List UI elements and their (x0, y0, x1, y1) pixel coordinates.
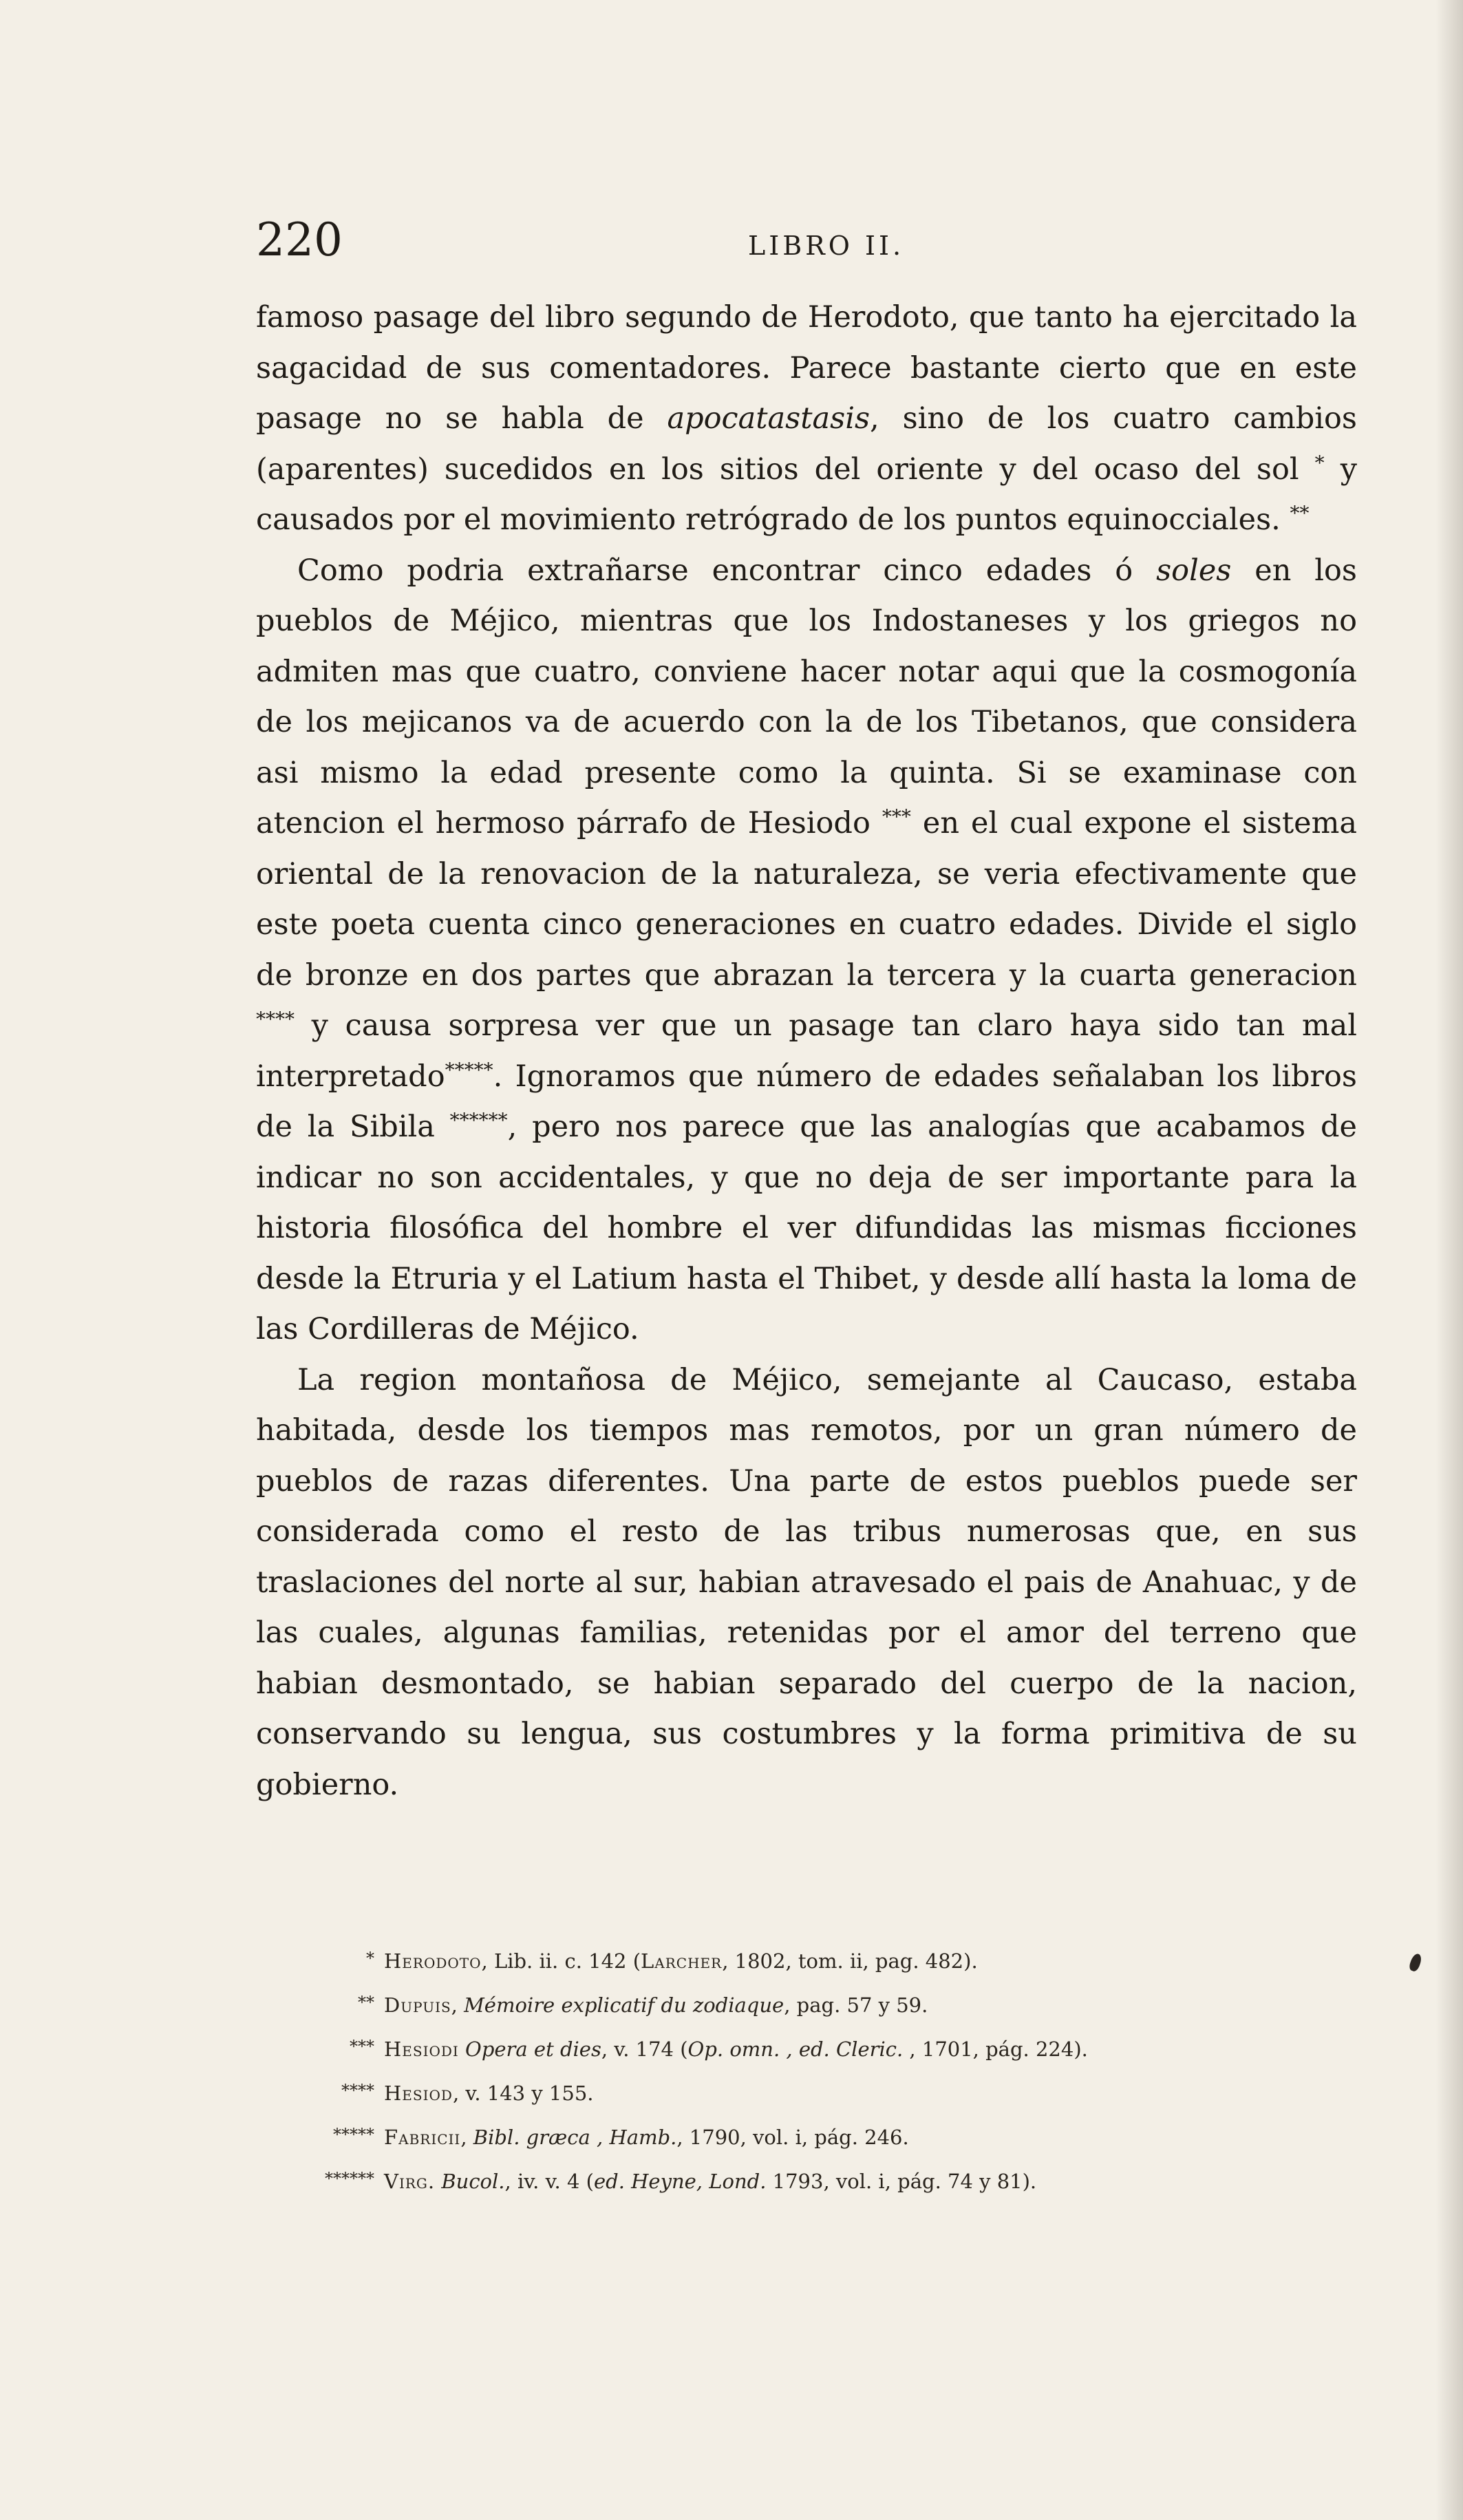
page-number: 220 (256, 213, 343, 266)
footnote-text: , 1802, tom. ii, pag. 482). (722, 1949, 978, 1973)
footnote-title: Opera et dies (458, 2037, 601, 2061)
text-run: en el cual expone el sistema oriental de la renovacion de la naturaleza, se veria efectivamente que este poeta cuenta cinco generaciones en cuatro edades. Divide el siglo de bronze en dos partes que abrazan la tercera y la cuarta generacion (256, 806, 1357, 993)
text-run: y causados por el movimiento retrógrado de los puntos equinocciales. (256, 452, 1357, 537)
text-run: famoso pasage del libro segundo de Herodoto, que tanto ha ejercitado la sagacidad de sus comentadores. Parece bastante cierto que en este pasage no se habla de (256, 300, 1357, 436)
footnote-ref: ****** (449, 1109, 508, 1132)
ink-speck (1408, 1952, 1423, 1972)
italic-term: apocatastasis (667, 401, 871, 436)
footnotes (321, 1938, 1367, 2202)
text-run: , sino de los cuatro cambios (aparentes) sucedidos en los sitios del oriente y del ocaso del sol (256, 401, 1357, 487)
footnote-text: , 1701, pág. 224). (903, 2037, 1088, 2061)
footnote-ref: **** (256, 1008, 295, 1030)
footnote-mark: **** (341, 2081, 374, 2100)
footnote-title: ed. Heyne, Lond. (593, 2170, 767, 2193)
footnote-title: Bucol. (435, 2170, 505, 2193)
footnote-author: Dupuis (384, 1993, 451, 2017)
footnote-author: Herodoto (384, 1949, 482, 1973)
footnote-5 (321, 2114, 1367, 2158)
footnote-title: Mémoire explicatif du zodiaque (464, 1993, 784, 2017)
footnote-ref: ***** (445, 1058, 493, 1081)
footnote-mark: ***** (333, 2125, 374, 2144)
footnote-mark: * (366, 1949, 374, 1968)
page-edge-shadow (1435, 0, 1463, 2520)
footnote-text: , Lib. ii. c. 142 ( (481, 1949, 641, 1973)
footnote-2 (321, 1982, 1367, 2026)
footnote-6 (321, 2158, 1367, 2202)
footnote-author: Fabricii (384, 2126, 461, 2149)
footnote-text: , 1790, vol. i, pág. 246. (676, 2126, 909, 2149)
paragraph-3: La region montañosa de Méjico, semejante al Caucaso, estaba habitada, desde los tiempos mas remotos, por un gran número de pueblos de razas diferentes. Una parte de estos pueblos puede ser considerada como el resto de las tribus numerosas que, en sus traslaciones del norte al sur, habian atravesado el pais de Anahuac, y de las cuales, algunas familias, retenidas por el amor del terreno que habian desmontado, se habian separado del cuerpo de la nacion, conservando su lengua, sus costumbres y la forma primitiva de su gobierno. (256, 1362, 1357, 1802)
footnote-author: Virg. (384, 2170, 436, 2193)
footnote-author: Hesiodi (384, 2037, 459, 2061)
running-head: LIBRO II. (748, 231, 905, 261)
footnote-mark: ****** (325, 2169, 374, 2188)
footnote-ref: * (1314, 451, 1325, 474)
footnote-text: 1793, vol. i, pág. 74 y 81). (766, 2170, 1037, 2193)
footnote-title: Op. omn. , ed. Cleric. (687, 2037, 904, 2061)
footnote-title: Bibl. græca , Hamb. (473, 2126, 677, 2149)
paragraph-2 (256, 546, 1357, 1355)
page-header (256, 213, 1357, 289)
footnote-author: Larcher (641, 1949, 723, 1973)
footnote-text: , (460, 2126, 473, 2149)
paragraph-1 (256, 293, 1357, 546)
footnote-ref: *** (882, 805, 911, 828)
main-text (256, 293, 1357, 1810)
footnote-4 (321, 2070, 1367, 2114)
footnote-text: , v. 143 y 155. (452, 2082, 594, 2105)
text-run: . Ignoramos que número de edades señalaban los libros de la Sibila (256, 1059, 1357, 1144)
text-run: , pero nos parece que las analogías que acabamos de indicar no son accidentales, y que no deja de ser importante para la historia filosófica del hombre el ver difundidas las mismas ficciones desde la Etruria y el Latium hasta el Thibet, y desde allí hasta la loma de las Cordilleras de Méjico. (256, 1110, 1357, 1346)
footnote-1 (321, 1938, 1367, 1982)
italic-term: soles (1156, 553, 1232, 588)
footnote-3 (321, 2026, 1367, 2070)
footnote-text: , pag. 57 y 59. (784, 1993, 928, 2017)
footnote-text: , (451, 1993, 464, 2017)
text-run: en los pueblos de Méjico, mientras que los Indostaneses y los griegos no admiten mas que cuatro, conviene hacer notar aqui que la cosmogonía de los mejicanos va de acuerdo con la de los Tibetanos, que considera asi mismo la edad presente como la quinta. Si se examinase con atencion el hermoso párrafo de Hesiodo (256, 553, 1358, 840)
text-run: Como podria extrañarse encontrar cinco edades ó (297, 553, 1157, 588)
footnote-mark: *** (350, 2037, 374, 2056)
footnote-author: Hesiod (384, 2082, 453, 2105)
footnote-mark: ** (358, 1993, 374, 2012)
footnote-text: , v. 174 ( (601, 2037, 688, 2061)
text-run: y causa sorpresa ver que un pasage tan claro haya sido tan mal interpretado (256, 1008, 1357, 1094)
footnote-text: , iv. v. 4 ( (504, 2170, 594, 2193)
footnote-ref: ** (1290, 502, 1310, 525)
